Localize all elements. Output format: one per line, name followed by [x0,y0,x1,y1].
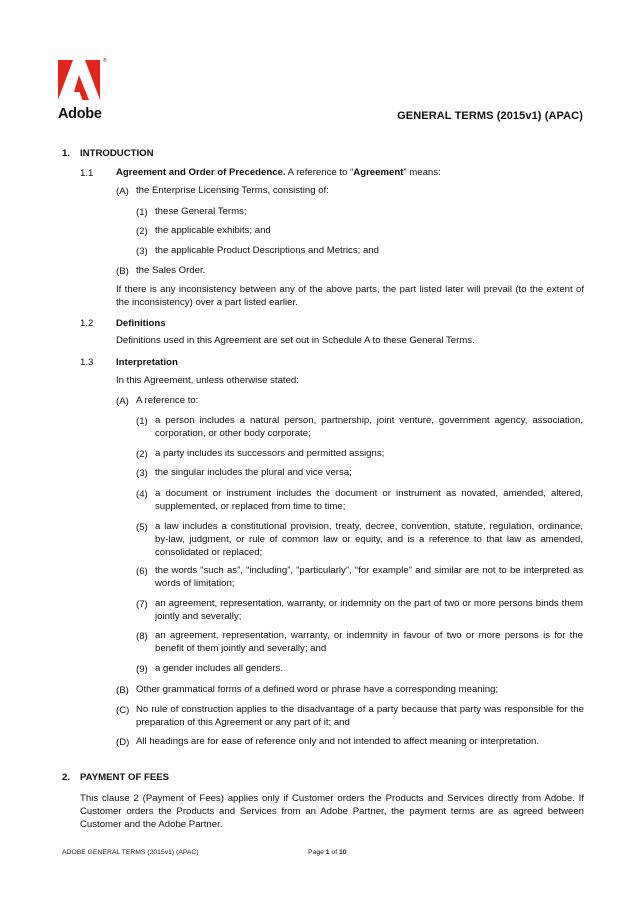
list-label: (5) [136,522,148,533]
list-label: (B) [116,266,129,277]
clause-1-3-heading: Interpretation [116,357,178,368]
list-label: (2) [136,449,148,460]
document-title: GENERAL TERMS (2015v1) (APAC) [397,110,583,122]
list-text: a party includes its successors and permitted assigns; [155,448,385,459]
list-label: (1) [136,207,148,218]
list-label: (C) [116,705,130,716]
adobe-logo [58,58,107,122]
list-label: (D) [116,737,130,748]
clause-1-2-number: 1.2 [80,318,94,329]
list-text: the words “such as”, “including”, “particularly”, “for example” and similar are not to be interpreted as words of limitation; [155,565,583,589]
clause-1-3-number: 1.3 [80,357,94,368]
payment-paragraph: This clause 2 (Payment of Fees) applies only if Customer orders the Products and Services directly from Adobe. If Customer orders the Products and Services from an Adobe Partner, the payment terms are as agreed between Customer and the Adobe Partner. [80,793,584,830]
adobe-logo-mark [58,60,102,106]
list-label: (2) [136,226,148,237]
definitions-paragraph: Definitions used in this Agreement are set out in Schedule A to these General Terms. [116,335,475,346]
list-label: (4) [136,489,148,500]
logo-wordmark: Adobe [58,106,102,122]
list-label: (A) [116,186,129,197]
interpretation-intro: In this Agreement, unless otherwise stated: [116,375,299,386]
list-label: (9) [136,664,148,675]
list-text: a law includes a constitutional provision, treaty, decree, convention, statute, regulation, ordinance, by-law, judgment, or rule of common law or equity, and is a reference to that law as amended, consolidated or replaced; [155,521,583,558]
clause-1-2-heading: Definitions [116,318,166,329]
section-1-number: 1. [62,148,71,159]
list-text: A reference to: [136,395,199,406]
list-text: the applicable exhibits; and [155,225,271,236]
clause-1-1-term: Agreement [353,167,404,178]
footer-page-number [308,849,347,856]
clause-1-1-heading: Agreement and Order of Precedence. [116,167,286,178]
list-text: the Enterprise Licensing Terms, consisting of: [136,185,329,196]
list-text: All headings are for ease of reference only and not intended to affect meaning or interpretation. [136,736,540,747]
section-1-heading: INTRODUCTION [80,148,154,159]
list-label: (A) [116,396,129,407]
precedence-paragraph: If there is any inconsistency between any of the above parts, the part listed later will prevail (to the extent of the inconsistency) over a part listed earlier. [116,284,584,308]
list-text: an agreement, representation, warranty, or indemnity on the part of two or more persons binds them jointly and severally; [155,598,583,622]
list-text: the Sales Order. [136,265,206,276]
list-text: a person includes a natural person, partnership, joint venture, government agency, association, corporation, or other body corporate; [155,415,583,439]
list-label: (B) [116,685,129,696]
list-text: No rule of construction applies to the disadvantage of a party because that party was responsible for the preparation of this Agreement or any part of it; and [136,704,584,728]
page-of: of [329,849,339,856]
list-label: (3) [136,246,148,257]
clause-1-1-number: 1.1 [80,168,94,179]
section-2-number: 2. [62,772,71,783]
list-label: (8) [136,631,148,642]
page-prefix: Page [308,849,326,856]
clause-1-1-text-a: A reference to “ [285,167,354,178]
list-text: the singular includes the plural and vice versa; [155,467,352,478]
clause-1-1-text-b: ” means: [403,167,441,178]
list-text: a gender includes all genders. [155,663,284,674]
list-label: (7) [136,599,148,610]
section-2-heading: PAYMENT OF FEES [80,772,170,783]
footer-document-name: ADOBE GENERAL TERMS (2015v1) (APAC) [62,849,199,856]
clause-1-1-lead [116,166,586,179]
list-text: the applicable Product Descriptions and Metrics; and [155,245,379,256]
page-current: 1 [325,849,330,856]
list-label: (3) [136,468,148,479]
list-text: Other grammatical forms of a defined word or phrase have a corresponding meaning; [136,684,499,695]
list-text: an agreement, representation, warranty, or indemnity in favour of two or more persons is for the benefit of them jointly and severally; and [155,630,583,654]
list-text: a document or instrument includes the document or instrument as novated, amended, altered, supplemented, or replaced from time to time; [155,488,583,512]
list-label: (1) [136,416,148,427]
list-text: these General Terms; [155,206,247,217]
trademark-symbol: ® [103,58,107,64]
page-total: 10 [339,849,347,856]
list-label: (6) [136,566,148,577]
